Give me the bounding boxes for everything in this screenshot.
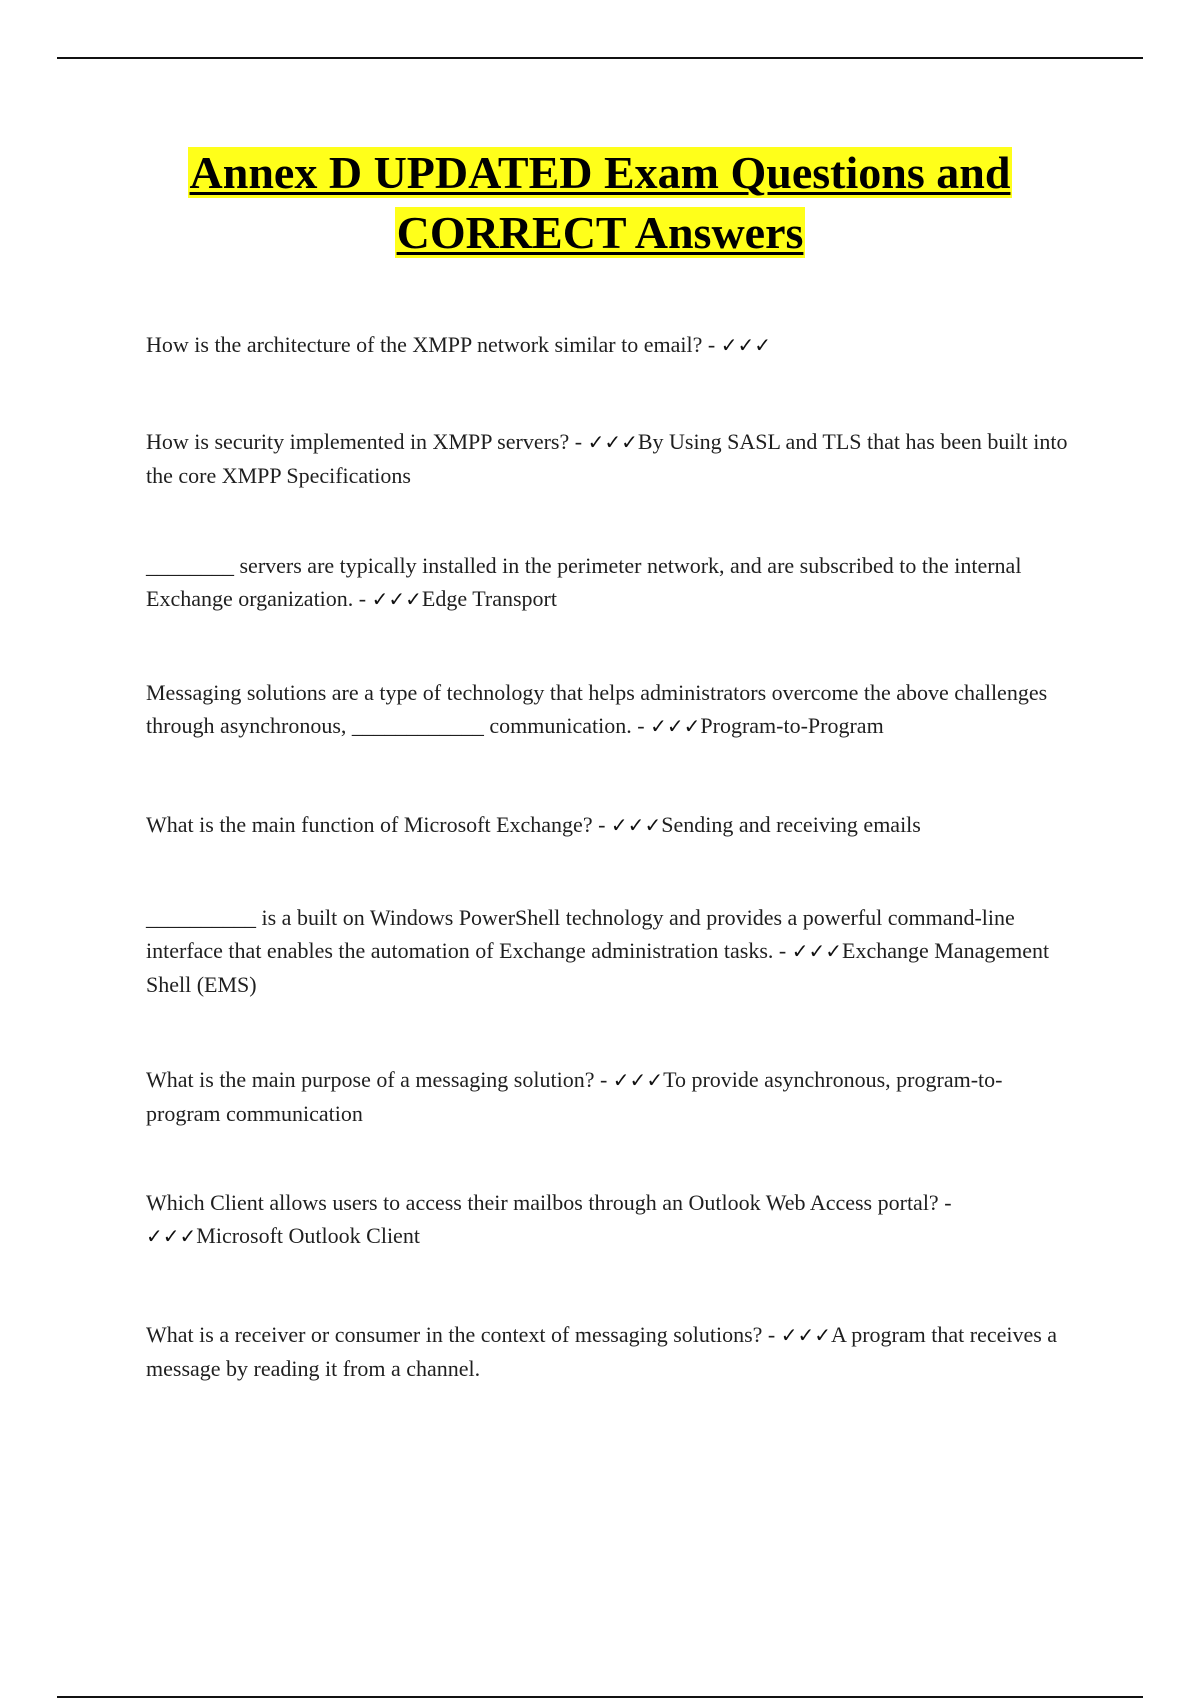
check-icon: ✓✓✓ xyxy=(650,714,701,738)
question: What is the main purpose of a messaging solution? - xyxy=(146,1067,613,1092)
document-title-block xyxy=(0,143,1200,263)
question: Which Client allows users to access their mailbos through an Outlook Web Access portal? - xyxy=(146,1190,952,1215)
answer: To provide asynchronous, program-to-program communication xyxy=(146,1067,1003,1126)
answer: By Using SASL and TLS that has been built into the core XMPP Specifications xyxy=(146,429,1068,488)
answer: Sending and receiving emails xyxy=(661,812,921,837)
title-line-2: CORRECT Answers xyxy=(396,207,804,258)
qa-item-4 xyxy=(146,676,1076,743)
answer: Microsoft Outlook Client xyxy=(196,1223,420,1248)
check-icon: ✓✓✓ xyxy=(587,430,638,454)
qa-item-5 xyxy=(146,808,1076,842)
qa-item-6 xyxy=(146,901,1076,1001)
check-icon: ✓✓✓ xyxy=(610,813,662,837)
check-icon: ✓✓✓ xyxy=(371,587,422,611)
qa-item-7 xyxy=(146,1063,1076,1130)
check-icon: ✓✓✓ xyxy=(791,939,843,963)
question: Messaging solutions are a type of technology that helps administrators overcome the above challenges through asynchronous, ____________ communication. - xyxy=(146,680,1048,738)
answer: Program-to-Program xyxy=(700,713,884,738)
qa-item-8 xyxy=(146,1186,1076,1253)
top-rule xyxy=(57,57,1143,59)
question: What is a receiver or consumer in the context of messaging solutions? - xyxy=(146,1322,781,1347)
answer: A program that receives a message by reading it from a channel. xyxy=(146,1322,1058,1381)
qa-item-3 xyxy=(146,549,1076,616)
check-icon: ✓✓✓ xyxy=(780,1323,832,1347)
question: ________ servers are typically installed in the perimeter network, and are subscribed to the internal Exchange organization. - xyxy=(146,553,1022,611)
answer: Exchange Management Shell (EMS) xyxy=(146,938,1050,997)
question: How is security implemented in XMPP servers? - xyxy=(146,429,588,454)
check-icon: ✓✓✓ xyxy=(612,1068,664,1092)
check-icon: ✓✓✓ xyxy=(720,333,771,357)
question: What is the main function of Microsoft Exchange? - xyxy=(146,812,611,837)
question: __________ is a built on Windows PowerShell technology and provides a powerful command-line interface that enables the automation of Exchange administration tasks. - xyxy=(146,905,1015,963)
title-line-1: Annex D UPDATED Exam Questions and xyxy=(189,147,1011,198)
qa-item-9 xyxy=(146,1318,1076,1385)
qa-item-1 xyxy=(146,328,1076,362)
answer: Edge Transport xyxy=(421,586,557,611)
bottom-rule xyxy=(57,1696,1143,1698)
qa-item-2 xyxy=(146,425,1076,492)
document-title xyxy=(0,143,1200,263)
question: How is the architecture of the XMPP network similar to email? - xyxy=(146,332,721,357)
check-icon: ✓✓✓ xyxy=(146,1224,197,1248)
